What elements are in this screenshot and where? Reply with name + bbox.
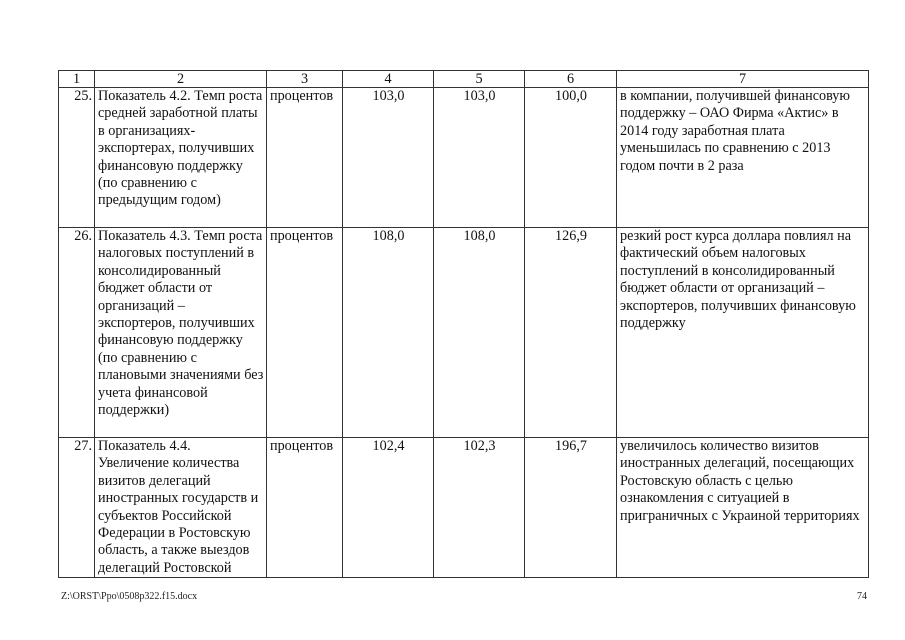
unit-of-measure: процентов — [267, 438, 343, 578]
comment: в компании, получившей финансовую поддержку – ОАО Фирма «Актис» в 2014 году заработная плата уменьшилась по сравнению с 2013 годом почти в 2 раза — [617, 88, 869, 228]
unit-of-measure: процентов — [267, 228, 343, 438]
column-header: 6 — [525, 71, 617, 88]
table-row — [59, 88, 869, 228]
table-row — [59, 228, 869, 438]
row-number: 25. — [59, 88, 95, 228]
row-number: 27. — [59, 438, 95, 578]
value-col-6: 100,0 — [525, 88, 617, 228]
table-row — [59, 438, 869, 578]
page-number: 74 — [857, 591, 867, 602]
indicator-name: Показатель 4.2. Темп роста средней заработной платы в организациях-экспортерах, получивших финансовую поддержку (по сравнению с предыдущим годом) — [95, 88, 267, 228]
value-col-5: 102,3 — [434, 438, 525, 578]
value-col-6: 196,7 — [525, 438, 617, 578]
value-col-6: 126,9 — [525, 228, 617, 438]
indicator-name: Показатель 4.4. Увеличение количества визитов делегаций иностранных государств и субъектов Российской Федерации в Ростовскую область, а также выездов делегаций Ростовской — [95, 438, 267, 578]
unit-of-measure: процентов — [267, 88, 343, 228]
indicator-name: Показатель 4.3. Темп роста налоговых поступлений в консолидированный бюджет области от организаций – экспортеров, получивших финансовую поддержку (по сравнению с плановыми значениями без учета финансовой поддержки) — [95, 228, 267, 438]
value-col-4: 102,4 — [343, 438, 434, 578]
value-col-4: 103,0 — [343, 88, 434, 228]
column-header: 2 — [95, 71, 267, 88]
column-header: 7 — [617, 71, 869, 88]
comment: резкий рост курса доллара повлиял на фактический объем налоговых поступлений в консолидированный бюджет области от организаций – экспортеров, получивших финансовую поддержку — [617, 228, 869, 438]
comment: увеличилось количество визитов иностранных делегаций, посещающих Ростовскую область с целью ознакомления с ситуацией в приграничных с Украиной территориях — [617, 438, 869, 578]
value-col-5: 103,0 — [434, 88, 525, 228]
column-header: 1 — [59, 71, 95, 88]
column-number-row — [59, 71, 869, 88]
column-header: 5 — [434, 71, 525, 88]
column-header: 3 — [267, 71, 343, 88]
footer-file-path: Z:\ORST\Ppo\0508p322.f15.docx — [61, 591, 198, 602]
column-header: 4 — [343, 71, 434, 88]
value-col-4: 108,0 — [343, 228, 434, 438]
row-number: 26. — [59, 228, 95, 438]
value-col-5: 108,0 — [434, 228, 525, 438]
indicators-table — [58, 70, 869, 578]
